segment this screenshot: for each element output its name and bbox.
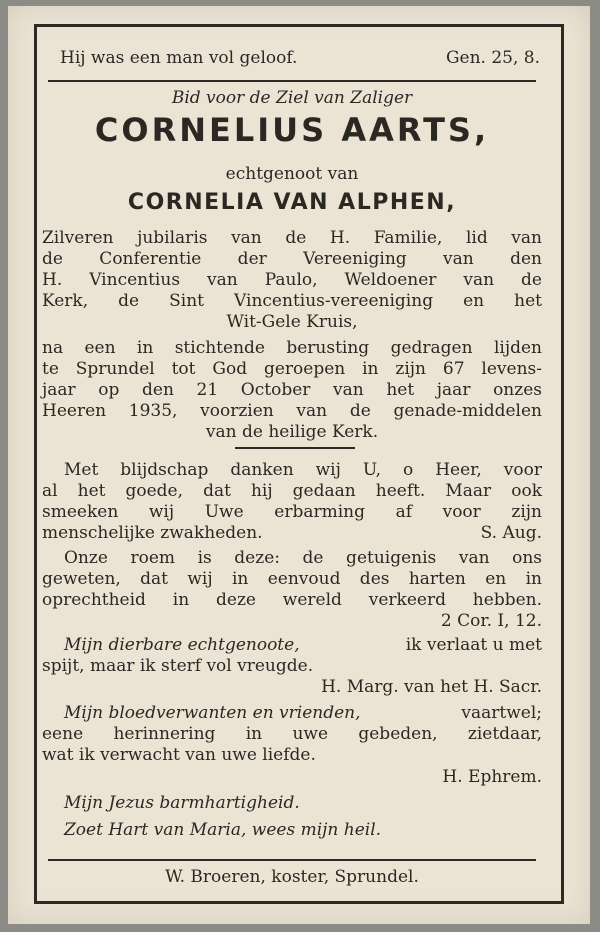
- bio-line: Zilveren jubilaris van de H. Familie, lid van: [42, 228, 542, 248]
- bio-line: de Conferentie der Vereeniging van den: [42, 249, 542, 269]
- intro-text: Bid voor de Ziel van Zaliger: [171, 88, 413, 108]
- header-quote-row: [60, 48, 540, 68]
- bio-line: Wit-Gele Kruis,: [226, 312, 358, 332]
- spouse-label: echtgenoot van: [225, 164, 359, 184]
- death-line: te Sprundel tot God geroepen in zijn 67 levens-: [42, 359, 542, 379]
- invocation: Mijn Jezus barmhartigheid.: [64, 793, 300, 813]
- prayer-text: vaartwel;: [461, 703, 542, 723]
- footer-divider: [48, 859, 536, 861]
- deceased-name: CORNELIUS AARTS,: [94, 111, 490, 149]
- prayer-source: S. Aug.: [480, 523, 542, 543]
- prayer-line: al het goede, dat hij gedaan heeft. Maar ook: [42, 481, 542, 501]
- prayer-source: H. Ephrem.: [442, 767, 542, 787]
- death-line: van de heilige Kerk.: [205, 422, 379, 442]
- bio-line: Kerk, de Sint Vincentius-vereeniging en het: [42, 291, 542, 311]
- prayer-line: spijt, maar ik sterf vol vreugde.: [42, 656, 314, 676]
- header-reference: Gen. 25, 8.: [445, 48, 540, 68]
- prayer-italic: Mijn dierbare echtgenoote,: [64, 635, 300, 655]
- prayer-source: 2 Cor. I, 12.: [440, 611, 542, 631]
- prayer-source: H. Marg. van het H. Sacr.: [321, 677, 542, 697]
- prayer-line: geweten, dat wij in eenvoud des harten en in: [42, 569, 542, 589]
- prayer-line: Met blijdschap danken wij U, o Heer, voor: [64, 460, 542, 480]
- death-line: jaar op den 21 October van het jaar onzes: [42, 380, 542, 400]
- bio-line: H. Vincentius van Paulo, Weldoener van de: [42, 270, 542, 290]
- prayer-text: menschelijke zwakheden.: [42, 523, 263, 543]
- prayer-italic: Mijn bloedverwanten en vrienden,: [64, 703, 361, 723]
- prayer-line: Onze roem is deze: de getuigenis van ons: [64, 548, 542, 568]
- prayer-line: [42, 523, 542, 544]
- prayer-line: eene herinnering in uwe gebeden, zietdaar,: [42, 724, 542, 744]
- prayer-line: [42, 703, 542, 724]
- header-divider: [48, 80, 536, 82]
- death-line: Heeren 1935, voorzien van de genade-middelen: [42, 401, 542, 421]
- prayer-line: [42, 635, 542, 656]
- prayer-line: smeeken wij Uwe erbarming af voor zijn: [42, 502, 542, 522]
- invocation: Zoet Hart van Maria, wees mijn heil.: [64, 820, 382, 840]
- spouse-name: CORNELIA VAN ALPHEN,: [127, 190, 457, 215]
- death-line: na een in stichtende berusting gedragen lijden: [42, 338, 542, 358]
- header-quote: Hij was een man vol geloof.: [60, 48, 298, 68]
- section-divider: [235, 447, 355, 449]
- printer-credit: W. Broeren, koster, Sprundel.: [165, 867, 419, 887]
- prayer-line: wat ik verwacht van uwe liefde.: [42, 745, 316, 765]
- prayer-line: oprechtheid in deze wereld verkeerd hebben.: [42, 590, 542, 610]
- prayer-text: ik verlaat u met: [405, 635, 542, 655]
